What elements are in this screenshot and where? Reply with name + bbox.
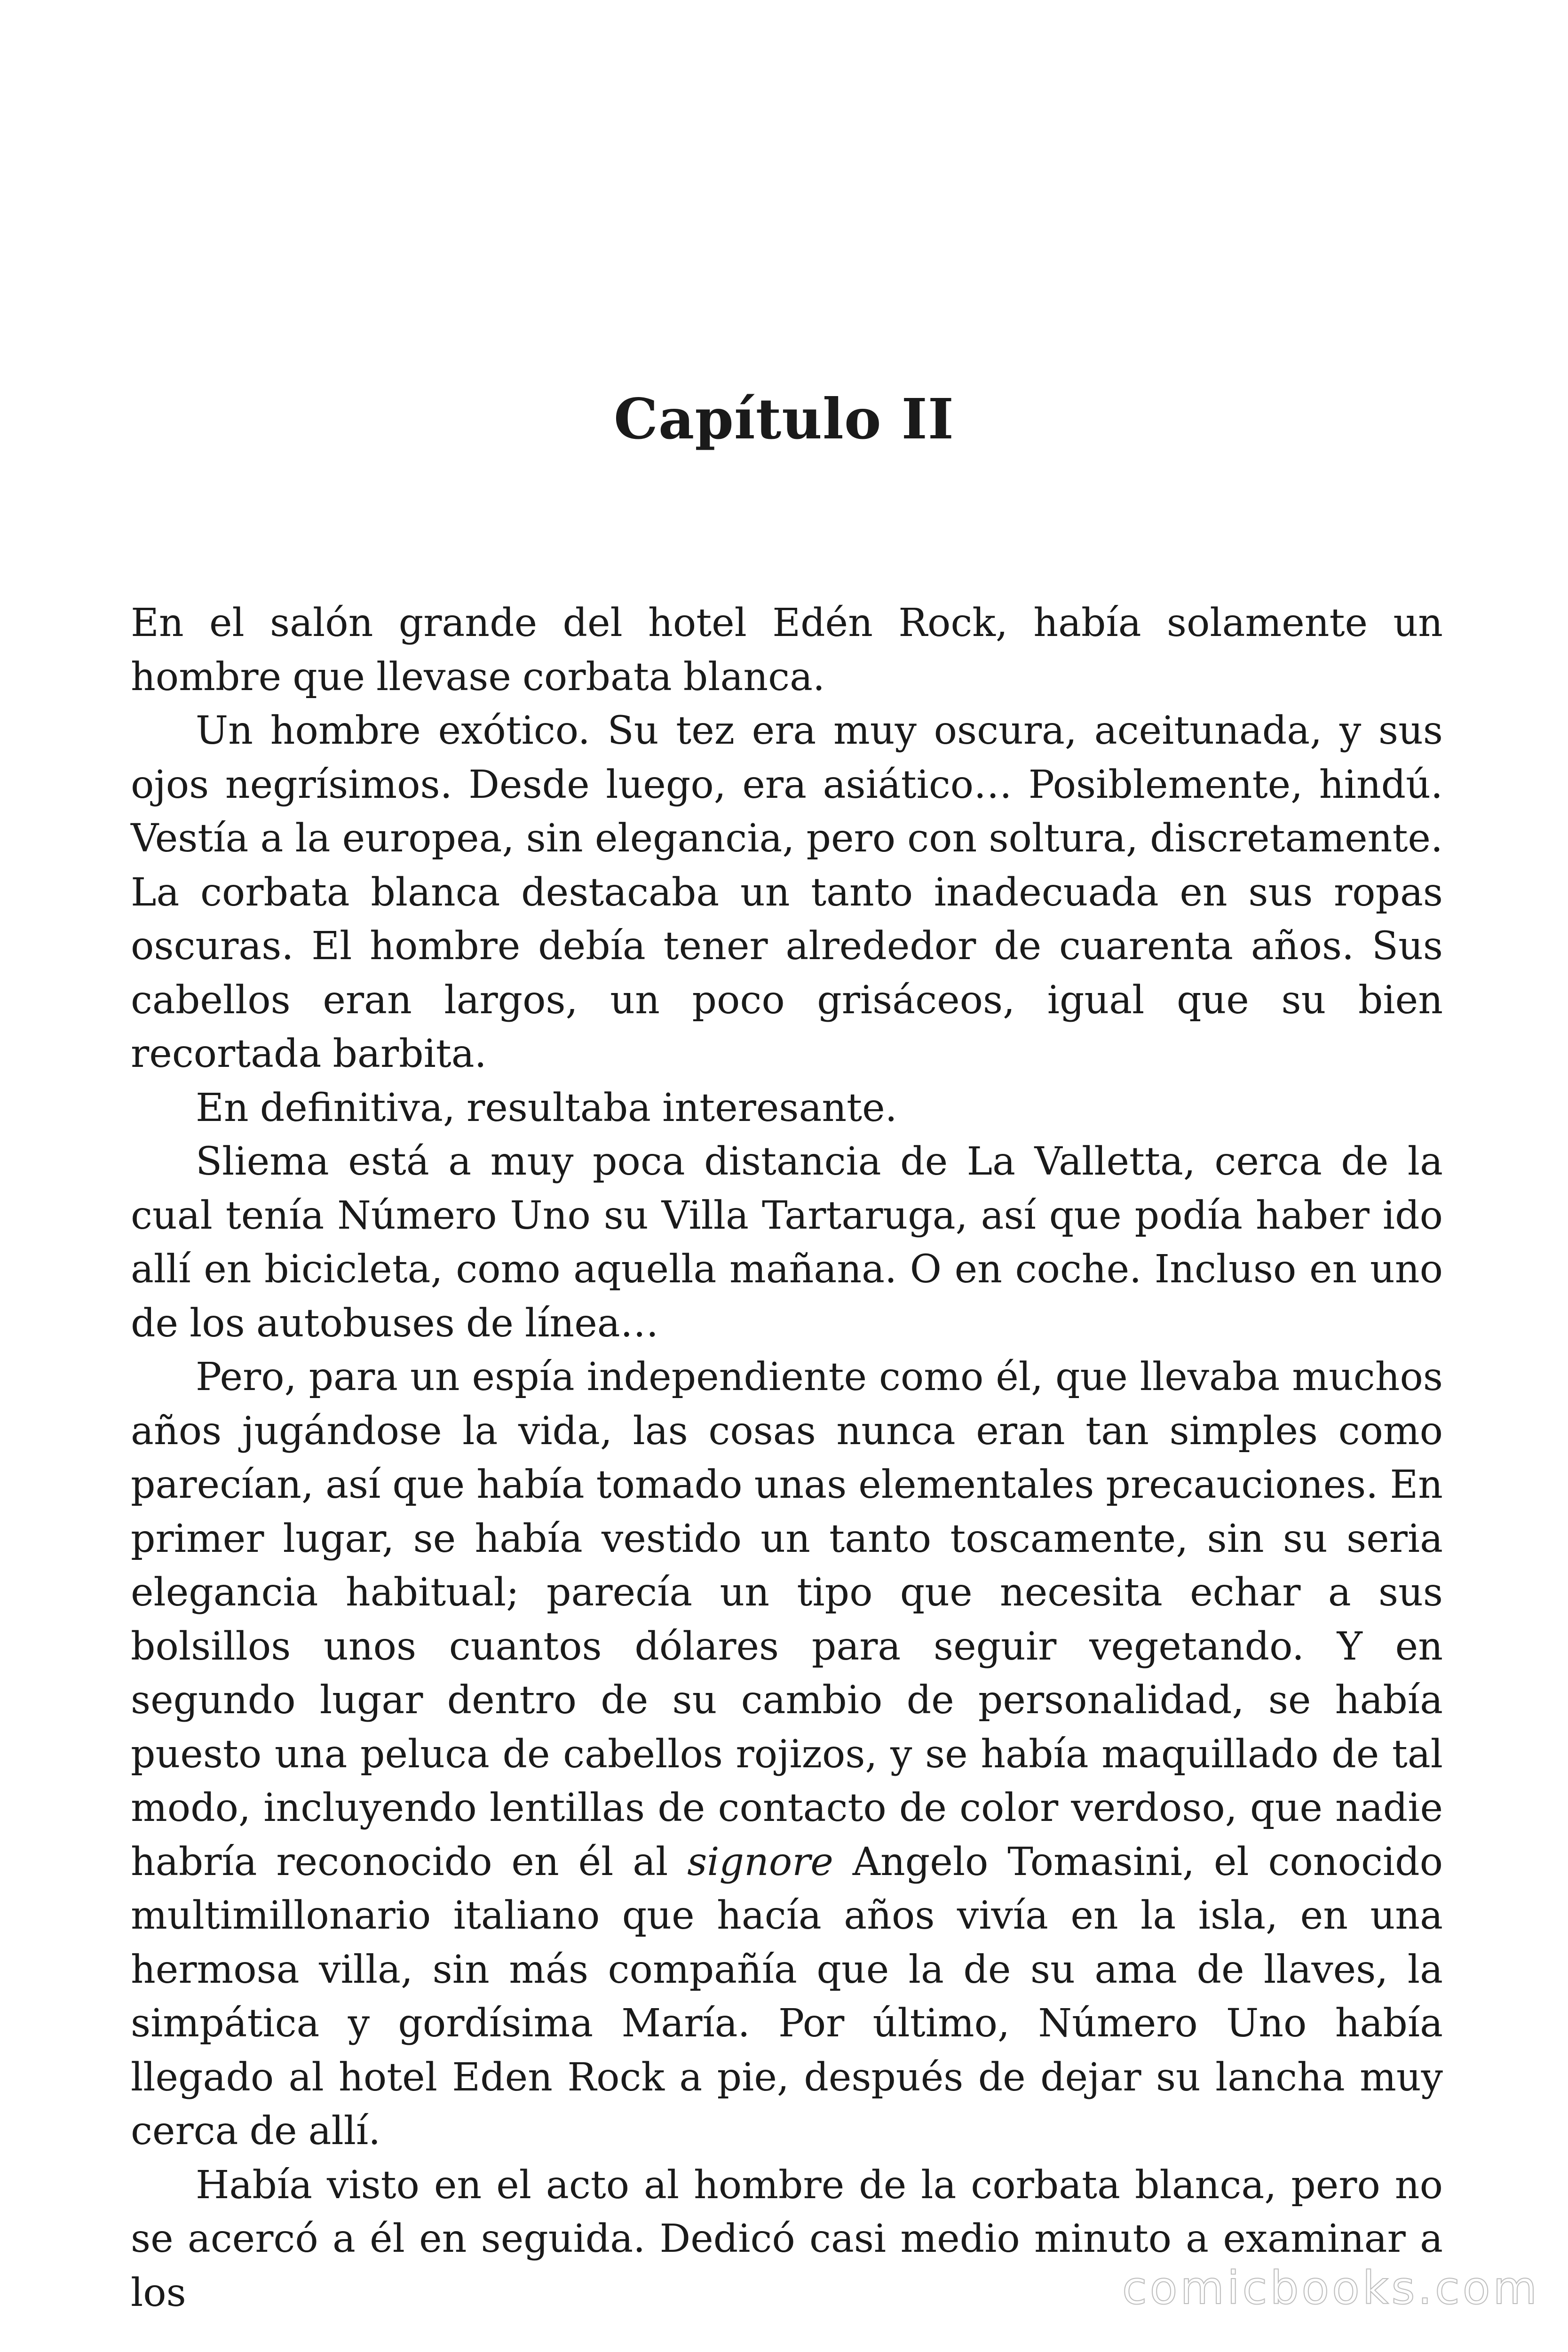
- chapter-body: [131, 596, 1443, 2320]
- paragraph-5-start: Pero, para un espía independiente como él, que llevaba muchos años jugándose la vida, las cosas nunca eran tan simples como parecían, así que había tomado unas elementales precauciones. En primer lugar, se había vestido un tanto toscamente, sin su seria elegancia habitual; parecía un tipo que necesita echar a sus bolsillos unos cuantos dólares para seguir vegetando. Y en segundo lugar dentro de su cambio de personalidad, se había puesto una peluca de cabellos rojizos, y se había maquillado de tal modo, incluyendo lentillas de contacto de color verdoso, que nadie habría reconocido en él al: [131, 1355, 1443, 1884]
- paragraph-4: Sliema está a muy poca distancia de La Valletta, cerca de la cual tenía Número Uno su Villa Tartaruga, así que podía haber ido allí en bicicleta, como aquella mañana. O en coche. Incluso en uno de los autobuses de línea…: [131, 1139, 1443, 1346]
- paragraph-5: [131, 1351, 1443, 2159]
- paragraph-5-end: Angelo Tomasini, el conocido multimillonario italiano que hacía años vivía en la isla, en una hermosa villa, sin más compañía que la de su ama de llaves, la simpática y gordísima María. Por último, Número Uno había llegado al hotel Eden Rock a pie, después de dejar su lancha muy cerca de allí.: [131, 1839, 1443, 2153]
- paragraph-6: Había visto en el acto al hombre de la corbata blanca, pero no se acercó a él en seguida. Dedicó casi medio minuto a examinar a los: [131, 2162, 1443, 2315]
- paragraph-2: Un hombre exótico. Su tez era muy oscura, aceitunada, y sus ojos negrísimos. Desde luego, era asiático… Posiblemente, hindú. Vestía a la europea, sin elegancia, pero con soltura, discretamente. La corbata blanca destacaba un tanto inadecuada en sus ropas oscuras. El hombre debía tener alrededor de cuarenta años. Sus cabellos eran largos, un poco grisáceos, igual que su bien recortada barbita.: [131, 708, 1443, 1076]
- watermark: comicbooks.com: [1122, 2262, 1540, 2314]
- italic-word-signore: signore: [687, 1839, 833, 1884]
- paragraph-1: En el salón grande del hotel Edén Rock, había solamente un hombre que llevase corbata blanca.: [131, 601, 1443, 699]
- chapter-title: Capítulo II: [613, 386, 954, 452]
- paragraph-3: En definitiva, resultaba interesante.: [196, 1085, 897, 1130]
